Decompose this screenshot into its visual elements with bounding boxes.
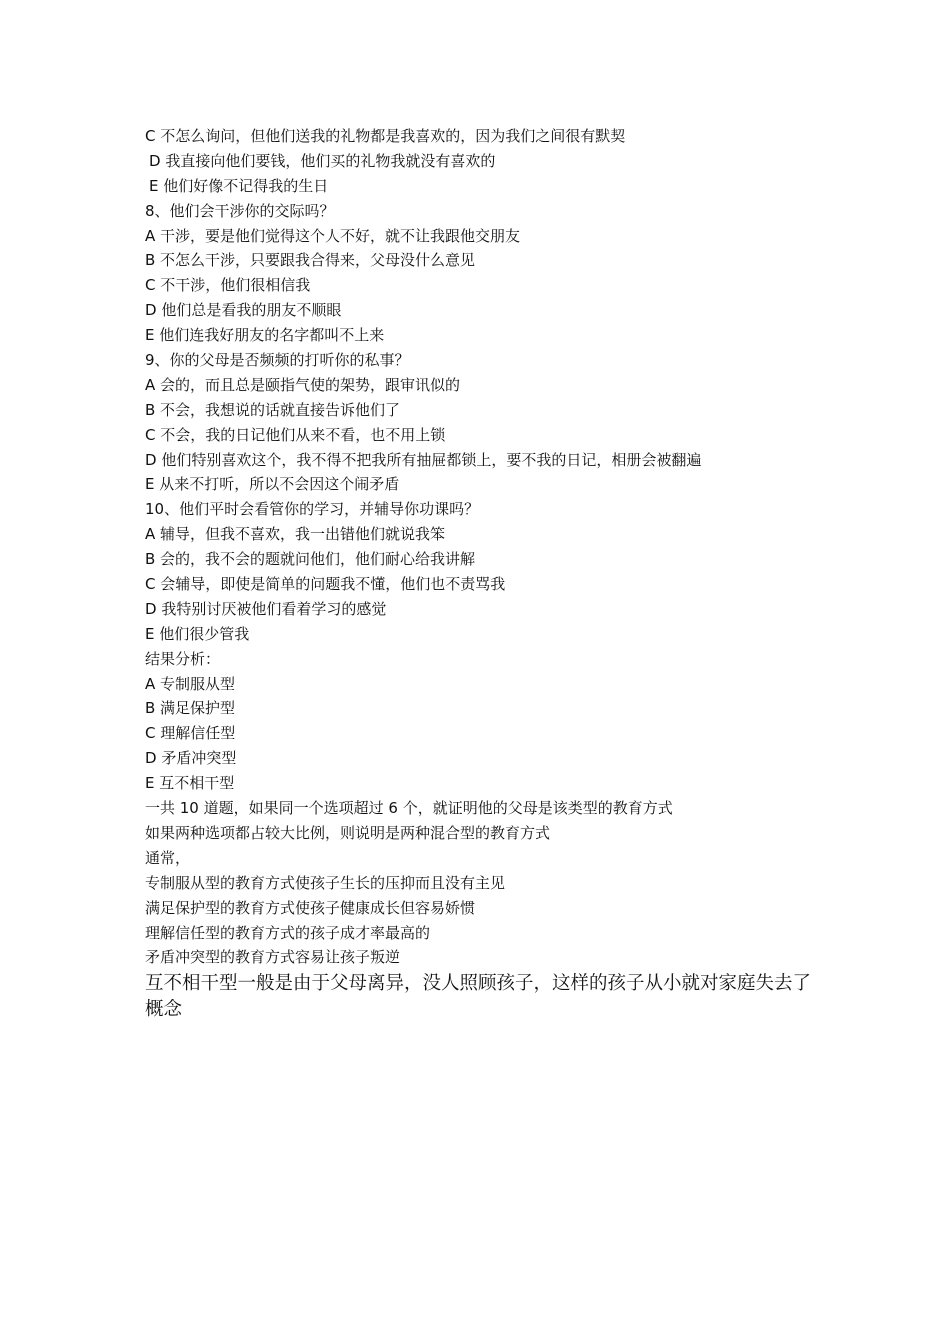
option-line: B 不会，我想说的话就直接告诉他们了	[145, 400, 401, 419]
option-line: C 不怎么询问，但他们送我的礼物都是我喜欢的，因为我们之间很有默契	[145, 127, 626, 145]
analysis-line: 如果两种选项都占较大比例，则说明是两种混合型的教育方式	[145, 823, 551, 842]
question-heading: 9、你的父母是否频频的打听你的私事？	[145, 351, 410, 370]
result-type-line: C 理解信任型	[145, 724, 236, 743]
option-line: C 不干涉，他们很相信我	[145, 276, 311, 295]
result-type-line: E 互不相干型	[145, 774, 235, 793]
analysis-line: 专制服从型的教育方式使孩子生长的压抑而且没有主见	[145, 873, 506, 892]
result-type-line: D 矛盾冲突型	[145, 749, 237, 768]
result-type-line: B 满足保护型	[145, 699, 236, 718]
analysis-line: 理解信任型的教育方式的孩子成才率最高的	[145, 923, 431, 942]
option-line: E 从来不打听，所以不会因这个闹矛盾	[145, 475, 400, 494]
analysis-line: 满足保护型的教育方式使孩子健康成长但容易娇惯	[145, 898, 476, 917]
option-line: E 他们好像不记得我的生日	[149, 176, 329, 195]
option-line: A 辅导，但我不喜欢，我一出错他们就说我笨	[145, 525, 446, 544]
option-line: D 他们特别喜欢这个，我不得不把我所有抽屉都锁上，要不我的日记，相册会被翻遍	[145, 450, 702, 469]
result-heading: 结果分析：	[145, 649, 221, 668]
option-line: E 他们很少管我	[145, 624, 250, 643]
option-line: B 会的，我不会的题就问他们，他们耐心给我讲解	[145, 550, 476, 569]
option-line: A 会的，而且总是颐指气使的架势，跟审讯似的	[145, 375, 461, 394]
analysis-line: 通常，	[145, 848, 191, 867]
analysis-line: 一共 10 道题，如果同一个选项超过 6 个，就证明他的父母是该类型的教育方式	[145, 799, 673, 818]
document-body	[145, 124, 845, 1023]
question-heading: 8、他们会干涉你的交际吗？	[145, 201, 335, 220]
option-line: C 不会，我的日记他们从来不看，也不用上锁	[145, 425, 446, 444]
option-line: D 他们总是看我的朋友不顺眼	[145, 301, 342, 320]
option-line: E 他们连我好朋友的名字都叫不上来	[145, 326, 385, 345]
option-line: D 我特别讨厌被他们看着学习的感觉	[145, 599, 387, 618]
question-heading: 10、他们平时会看管你的学习，并辅导你功课吗？	[145, 500, 480, 519]
option-line: A 干涉，要是他们觉得这个人不好，就不让我跟他交朋友	[145, 226, 521, 245]
analysis-line: 矛盾冲突型的教育方式容易让孩子叛逆	[145, 948, 401, 967]
final-paragraph: 互不相干型一般是由于父母离异，没人照顾孩子，这样的孩子从小就对家庭失去了概念	[145, 973, 812, 1021]
result-type-line: A 专制服从型	[145, 674, 236, 693]
option-line: C 会辅导，即使是简单的问题我不懂，他们也不责骂我	[145, 575, 506, 594]
option-line: D 我直接向他们要钱，他们买的礼物我就没有喜欢的	[149, 151, 496, 170]
option-line: B 不怎么干涉，只要跟我合得来，父母没什么意见	[145, 251, 476, 270]
